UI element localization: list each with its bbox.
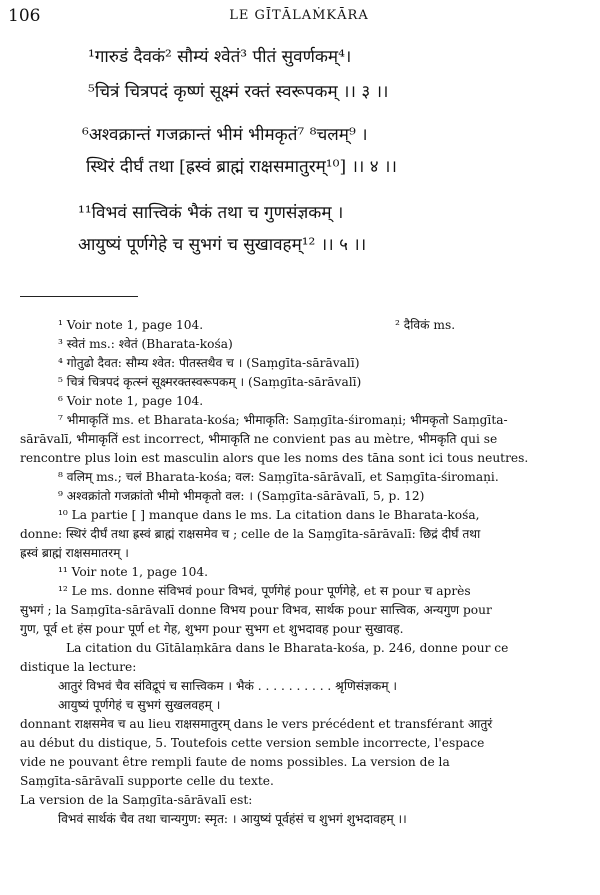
quotation-line: आतुरं विभवं चैव संविद्रूपं च सात्त्विकम । भैकं . . . . . . . . . . श्रृणिसंज्ञकम् ।: [58, 679, 397, 693]
verse-line: स्थिरं दीर्घं तथा [ह्रस्वं ब्राह्मं राक्षसमातुरम्¹⁰] ।। ४ ।।: [86, 157, 397, 177]
footnote-continuation: distique la lecture:: [20, 660, 137, 674]
footnote-continuation: Saṃgīta-sārāvalī supporte celle du texte.: [20, 774, 274, 788]
footnotes: [0, 316, 600, 829]
footnote-continuation: ह्रस्वं ब्राह्मं राक्षसमातरम् ।: [20, 546, 129, 560]
footnote-continuation: rencontre plus loin est masculin alors que les noms des tāna sont ici tous neutres.: [20, 451, 529, 465]
footnote: ¹⁰ La partie [ ] manque dans le ms. La citation dans le Bharata-kośa,: [58, 508, 480, 522]
footnote-continuation: vide ne pouvant être rempli faute de noms possibles. La version de la: [20, 755, 450, 769]
footnote: ¹¹ Voir note 1, page 104.: [58, 565, 209, 579]
footnote-continuation: donne: स्थिरं दीर्घं तथा ह्रस्वं ब्राह्मं राक्षसमेव च ; celle de la Saṃgīta-sārāvalī: छिद्रं दीर्घं तथा: [20, 527, 481, 541]
footnote: ¹² Le ms. donne संविभवं pour विभवं, पूर्णगेहं pour पूर्णगेहे, et स pour च après: [58, 584, 471, 598]
verse-line: ⁵चित्रं चित्रपदं कृष्णं सूक्ष्मं रक्तं स्वरूपकम् ।। ३ ।।: [88, 82, 389, 102]
footnote: ⁵ चित्रं चित्रपदं कृत्स्नं सूक्ष्मरक्तस्वरूपकम् । (Saṃgīta-sārāvalī): [58, 375, 362, 389]
verse-line: ⁶अश्वक्रान्तं गजक्रान्तं भीमं भीमकृतं⁷ ⁸चलम्⁹ ।: [82, 125, 368, 145]
footnote: [0, 316, 600, 335]
footnote-continuation: गुण, पूर्व et हंस pour पूर्ण et गेह, शुभग pour सुभग et शुभदावह pour सुखावह.: [20, 622, 404, 636]
footnote-continuation: donnant राक्षसमेव च au lieu राक्षसमातुरम् dans le vers précédent et transférant आतुरं: [20, 717, 493, 731]
footnote-text: ¹ Voir note 1, page 104.: [58, 318, 204, 332]
footnote-continuation: au début du distique, 5. Toutefois cette version semble incorrecte, l'espace: [20, 736, 485, 750]
verse-line: ¹¹विभवं सात्त्विकं भैकं तथा च गुणसंज्ञकम् ।: [78, 203, 344, 223]
footnote-continuation: सुभगं ; la Saṃgīta-sārāvalī donne विभय pour विभव, सार्थक pour सात्त्विक, अन्यगुण pour: [20, 603, 492, 617]
footnote: ⁷ भीमाकृतिं ms. et Bharata-kośa; भीमाकृति: Saṃgīta-śiromaṇi; भीमकृतो Saṃgīta-: [58, 413, 508, 427]
page-number: 106: [8, 6, 41, 26]
quotation-line: आयुष्यं पूर्णगेहं च सुभगं सुखलवहम् ।: [58, 698, 221, 712]
footnote-text: ² दैविकं ms.: [395, 318, 456, 332]
verse-line: आयुष्यं पूर्णगेहे च सुभगं च सुखावहम्¹² ।। ५ ।।: [78, 235, 367, 255]
footnote: ⁶ Voir note 1, page 104.: [58, 394, 204, 408]
verse-line: ¹गारुडं दैवकं² सौम्यं श्वेतं³ पीतं सुवर्णकम्⁴।: [88, 47, 352, 67]
page-header: [8, 6, 590, 28]
footnote: ⁹ अश्वक्रांतो गजक्रांतो भीमो भीमकृतो वल: । (Saṃgīta-sārāvalī, 5, p. 12): [58, 489, 425, 503]
footnote: ³ स्वेतं ms.: श्वेतं (Bharata-kośa): [58, 337, 233, 351]
footnote: ⁴ गोतुढो दैवत: सौम्य श्वेत: पीतस्तथैव च । (Saṃgīta-sārāvalī): [58, 356, 360, 370]
footnote-separator: [20, 296, 138, 297]
footnote-continuation: La version de la Saṃgīta-sārāvalī est:: [20, 793, 253, 807]
quotation-line: विभवं सार्थकं चैव तथा चान्यगुण: स्मृत: । आयुष्यं पूर्वहंसं च शुभगं शुभदावहम् ।।: [58, 812, 407, 826]
footnote-paragraph: La citation du Gītālaṃkāra dans le Bharata-kośa, p. 246, donne pour ce: [66, 641, 509, 655]
running-title: LE GĪTĀLAṀKĀRA: [229, 8, 369, 23]
footnote: ⁸ वलिम् ms.; चलं Bharata-kośa; वल: Saṃgīta-sārāvalī, et Saṃgīta-śiromaṇi.: [58, 470, 499, 484]
footnote-continuation: sārāvalī, भीमाकृतिं est incorrect, भीमाकृति ne convient pas au mètre, भीमकृति qui se: [20, 432, 498, 446]
